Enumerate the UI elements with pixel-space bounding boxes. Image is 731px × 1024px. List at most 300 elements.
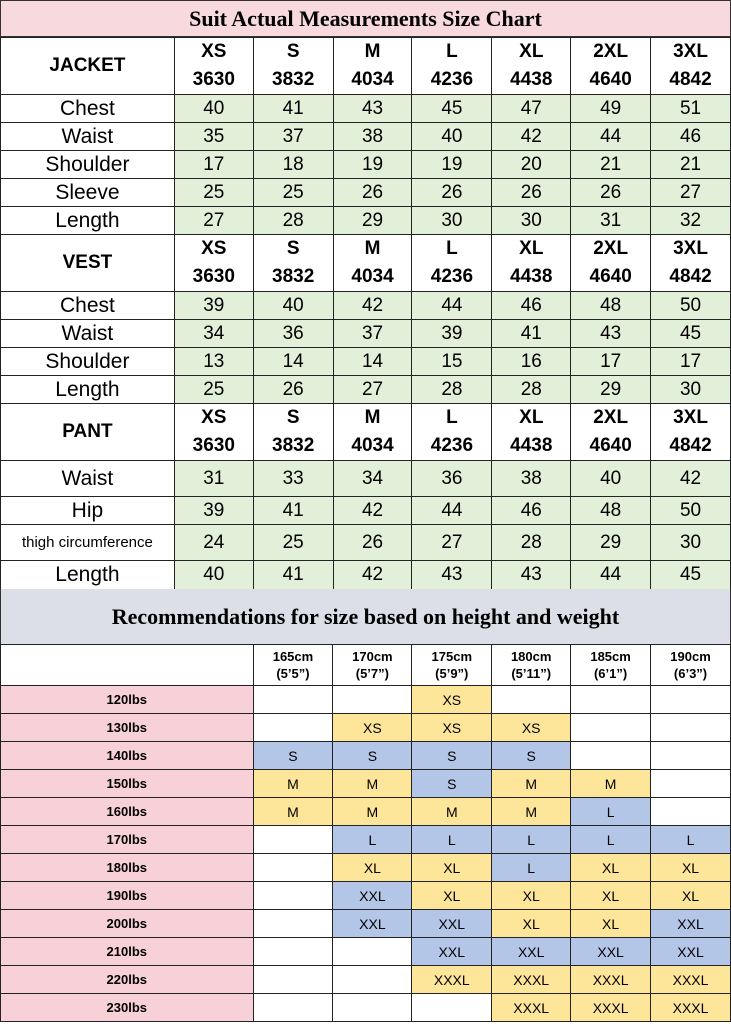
- size-recommendation: XXL: [412, 938, 492, 966]
- measurement-label: Hip: [1, 497, 175, 525]
- measurement-value: 24: [174, 525, 253, 561]
- weight-label: 230lbs: [1, 994, 254, 1022]
- height-ft: (6’3”): [673, 666, 708, 681]
- weight-row: [1, 966, 731, 994]
- size-recommendation: [651, 686, 731, 714]
- size-recommendation: S: [412, 770, 492, 798]
- measurement-row: [1, 207, 731, 235]
- size-header: [333, 404, 412, 461]
- size-recommendation: M: [333, 770, 412, 798]
- size-recommendation: [651, 798, 731, 826]
- size-recommendation: XL: [571, 854, 651, 882]
- size-label: 2XL: [593, 407, 629, 428]
- size-recommendation: M: [253, 770, 333, 798]
- size-recommendation: S: [253, 742, 333, 770]
- size-code: 4842: [669, 69, 712, 90]
- measurement-value: 34: [333, 461, 412, 497]
- weight-label: 130lbs: [1, 714, 254, 742]
- measurement-value: 14: [253, 348, 333, 376]
- size-recommendation: XXXL: [651, 994, 731, 1022]
- size-code: 4034: [351, 266, 394, 287]
- weight-label: 160lbs: [1, 798, 254, 826]
- weight-row: [1, 938, 731, 966]
- size-recommendation: [571, 742, 651, 770]
- weight-label: 210lbs: [1, 938, 254, 966]
- weight-label: 120lbs: [1, 686, 254, 714]
- size-recommendation: [333, 966, 412, 994]
- measurement-value: 41: [253, 497, 333, 525]
- size-label: M: [364, 407, 381, 428]
- size-label: L: [446, 407, 458, 428]
- measurement-value: 30: [651, 525, 731, 561]
- size-recommendation: XS: [412, 714, 492, 742]
- measurement-label: Chest: [1, 292, 175, 320]
- size-recommendation: XXL: [571, 938, 651, 966]
- size-header: [571, 404, 651, 461]
- measurement-label: Shoulder: [1, 151, 175, 179]
- height-header: [253, 645, 333, 686]
- size-label: M: [364, 41, 381, 62]
- weight-label: 140lbs: [1, 742, 254, 770]
- measurement-value: 39: [174, 292, 253, 320]
- measurement-label: Chest: [1, 95, 175, 123]
- size-code: 4438: [510, 266, 553, 287]
- size-code: 4034: [351, 69, 394, 90]
- measurement-value: 26: [333, 179, 412, 207]
- measurement-value: 28: [492, 525, 571, 561]
- size-header: [333, 38, 412, 95]
- measurement-value: 13: [174, 348, 253, 376]
- size-recommendation: XL: [492, 882, 571, 910]
- recommendation-title: Recommendations for size based on height and weight: [0, 589, 731, 644]
- height-ft: (5’7”): [355, 666, 389, 681]
- measurement-value: 46: [492, 292, 571, 320]
- measurement-value: 40: [174, 95, 253, 123]
- size-header: [651, 38, 731, 95]
- measurement-value: 46: [651, 123, 731, 151]
- size-recommendation: [571, 714, 651, 742]
- measurement-value: 17: [651, 348, 731, 376]
- size-recommendation: L: [492, 826, 571, 854]
- weight-label: 220lbs: [1, 966, 254, 994]
- weight-row: [1, 826, 731, 854]
- measurement-label: Sleeve: [1, 179, 175, 207]
- size-recommendation: XXL: [333, 882, 412, 910]
- measurement-value: 17: [571, 348, 651, 376]
- size-recommendation: [253, 686, 333, 714]
- height-cm: 180cm: [510, 649, 552, 664]
- measurement-value: 26: [492, 179, 571, 207]
- measurement-value: 41: [253, 561, 333, 590]
- size-recommendation: XXXL: [571, 994, 651, 1022]
- weight-row: [1, 714, 731, 742]
- weight-label: 180lbs: [1, 854, 254, 882]
- height-cm: 165cm: [272, 649, 314, 664]
- section-name: PANT: [1, 404, 175, 461]
- measurement-value: 19: [412, 151, 492, 179]
- size-recommendation: XS: [333, 714, 412, 742]
- measurement-label: Waist: [1, 320, 175, 348]
- size-recommendation: [333, 994, 412, 1022]
- size-code: 3832: [272, 69, 315, 90]
- size-recommendation: [651, 770, 731, 798]
- measurement-row: [1, 123, 731, 151]
- measurement-row: [1, 497, 731, 525]
- measurement-value: 48: [571, 292, 651, 320]
- size-label: XS: [201, 407, 227, 428]
- measurement-value: 29: [571, 525, 651, 561]
- size-recommendation: [253, 854, 333, 882]
- measurement-value: 15: [412, 348, 492, 376]
- measurement-value: 21: [571, 151, 651, 179]
- measurement-value: 33: [253, 461, 333, 497]
- size-header: [492, 38, 571, 95]
- measurement-value: 41: [253, 95, 333, 123]
- size-recommendation: M: [571, 770, 651, 798]
- measurement-value: 40: [174, 561, 253, 590]
- measurement-value: 30: [412, 207, 492, 235]
- measurement-value: 40: [253, 292, 333, 320]
- size-label: L: [446, 238, 458, 259]
- measurement-value: 44: [412, 292, 492, 320]
- size-recommendation: [253, 966, 333, 994]
- size-recommendation: XXL: [651, 938, 731, 966]
- measurement-value: 39: [174, 497, 253, 525]
- measurement-value: 14: [333, 348, 412, 376]
- size-label: S: [286, 407, 300, 428]
- size-label: XL: [519, 407, 544, 428]
- size-recommendation: M: [253, 798, 333, 826]
- measurement-value: 19: [333, 151, 412, 179]
- measurement-value: 51: [651, 95, 731, 123]
- size-recommendation: [651, 714, 731, 742]
- size-label: S: [286, 238, 300, 259]
- measurement-value: 36: [253, 320, 333, 348]
- size-code: 4640: [589, 435, 632, 456]
- weight-row: [1, 910, 731, 938]
- size-code: 4640: [589, 69, 632, 90]
- size-label: L: [446, 41, 458, 62]
- measurement-value: 43: [571, 320, 651, 348]
- recommendation-table: [0, 644, 731, 1022]
- measurement-value: 40: [571, 461, 651, 497]
- measurement-value: 43: [492, 561, 571, 590]
- measurement-value: 28: [492, 376, 571, 404]
- corner-cell: [1, 645, 254, 686]
- size-header: [174, 38, 253, 95]
- height-header-row: [1, 645, 731, 686]
- measurement-value: 38: [492, 461, 571, 497]
- size-code: 3630: [192, 266, 235, 287]
- measurement-value: 48: [571, 497, 651, 525]
- size-recommendation: M: [333, 798, 412, 826]
- measurement-value: 37: [253, 123, 333, 151]
- chart-title: Suit Actual Measurements Size Chart: [0, 0, 731, 37]
- measurement-value: 20: [492, 151, 571, 179]
- measurement-row: [1, 292, 731, 320]
- measurement-value: 45: [412, 95, 492, 123]
- measurement-row: [1, 348, 731, 376]
- measurement-value: 43: [333, 95, 412, 123]
- size-recommendation: XL: [571, 882, 651, 910]
- measurement-value: 40: [412, 123, 492, 151]
- section-header-row: [1, 235, 731, 292]
- measurement-value: 42: [333, 561, 412, 590]
- measurement-value: 44: [571, 561, 651, 590]
- size-recommendation: XXXL: [651, 966, 731, 994]
- size-label: S: [286, 41, 300, 62]
- height-cm: 190cm: [670, 649, 711, 664]
- measurement-value: 26: [333, 525, 412, 561]
- size-recommendation: XL: [571, 910, 651, 938]
- weight-label: 200lbs: [1, 910, 254, 938]
- size-recommendation: XL: [333, 854, 412, 882]
- size-recommendation: XXXL: [412, 966, 492, 994]
- height-header: [492, 645, 571, 686]
- measurement-value: 27: [651, 179, 731, 207]
- size-code: 3630: [192, 69, 235, 90]
- size-recommendation: [253, 826, 333, 854]
- measurement-value: 50: [651, 497, 731, 525]
- size-header: [492, 235, 571, 292]
- measurements-table: [0, 37, 731, 590]
- measurement-row: [1, 525, 731, 561]
- size-recommendation: L: [571, 798, 651, 826]
- measurement-row: [1, 151, 731, 179]
- section-name: VEST: [1, 235, 175, 292]
- measurement-value: 25: [253, 525, 333, 561]
- height-ft: (5’5”): [276, 666, 310, 681]
- size-recommendation: [253, 910, 333, 938]
- measurement-value: 49: [571, 95, 651, 123]
- measurement-value: 44: [412, 497, 492, 525]
- size-label: XL: [519, 238, 544, 259]
- size-recommendation: XXXL: [492, 994, 571, 1022]
- measurement-value: 42: [333, 497, 412, 525]
- size-header: [651, 404, 731, 461]
- measurement-value: 30: [651, 376, 731, 404]
- weight-label: 190lbs: [1, 882, 254, 910]
- measurement-row: [1, 95, 731, 123]
- measurement-value: 36: [412, 461, 492, 497]
- size-recommendation: [253, 938, 333, 966]
- size-recommendation: [412, 994, 492, 1022]
- size-label: 3XL: [673, 238, 708, 259]
- measurement-value: 27: [333, 376, 412, 404]
- measurement-value: 43: [412, 561, 492, 590]
- size-label: 3XL: [673, 41, 708, 62]
- size-recommendation: S: [333, 742, 412, 770]
- measurement-row: [1, 461, 731, 497]
- size-recommendation: XL: [412, 854, 492, 882]
- measurement-value: 16: [492, 348, 571, 376]
- size-recommendation: L: [651, 826, 731, 854]
- measurement-value: 31: [571, 207, 651, 235]
- measurement-row: [1, 376, 731, 404]
- measurement-value: 21: [651, 151, 731, 179]
- size-header: [412, 38, 492, 95]
- weight-row: [1, 882, 731, 910]
- size-recommendation: [253, 882, 333, 910]
- size-code: 4236: [430, 435, 474, 456]
- measurement-value: 38: [333, 123, 412, 151]
- size-recommendation: XL: [412, 882, 492, 910]
- measurement-value: 45: [651, 320, 731, 348]
- measurement-value: 39: [412, 320, 492, 348]
- size-header: [253, 235, 333, 292]
- size-code: 4438: [510, 69, 553, 90]
- measurement-value: 26: [253, 376, 333, 404]
- size-code: 4842: [669, 266, 712, 287]
- size-label: XS: [201, 41, 227, 62]
- size-recommendation: [571, 686, 651, 714]
- weight-row: [1, 798, 731, 826]
- measurement-label: Length: [1, 376, 175, 404]
- size-code: 4236: [430, 69, 474, 90]
- measurement-value: 18: [253, 151, 333, 179]
- size-recommendation: XXL: [492, 938, 571, 966]
- weight-row: [1, 770, 731, 798]
- size-recommendation: [253, 994, 333, 1022]
- measurement-value: 42: [333, 292, 412, 320]
- measurement-value: 27: [412, 525, 492, 561]
- size-recommendation: [253, 714, 333, 742]
- measurement-value: 30: [492, 207, 571, 235]
- measurement-value: 34: [174, 320, 253, 348]
- weight-row: [1, 994, 731, 1022]
- size-recommendation: [333, 938, 412, 966]
- measurement-value: 26: [412, 179, 492, 207]
- size-header: [412, 235, 492, 292]
- size-code: 3832: [272, 435, 315, 456]
- height-cm: 175cm: [431, 649, 473, 664]
- size-recommendation: S: [492, 742, 571, 770]
- measurement-label: Length: [1, 561, 175, 590]
- measurement-value: 32: [651, 207, 731, 235]
- size-label: M: [364, 238, 381, 259]
- measurement-value: 17: [174, 151, 253, 179]
- size-header: [174, 404, 253, 461]
- measurement-value: 27: [174, 207, 253, 235]
- measurement-label: Length: [1, 207, 175, 235]
- weight-row: [1, 742, 731, 770]
- size-label: XL: [519, 41, 544, 62]
- size-header: [412, 404, 492, 461]
- measurement-value: 31: [174, 461, 253, 497]
- measurement-value: 50: [651, 292, 731, 320]
- size-recommendation: XS: [492, 714, 571, 742]
- measurement-value: 41: [492, 320, 571, 348]
- size-recommendation: [651, 742, 731, 770]
- size-recommendation: XL: [492, 910, 571, 938]
- measurement-value: 46: [492, 497, 571, 525]
- height-ft: (5’11”): [511, 666, 552, 681]
- size-recommendation: XXXL: [492, 966, 571, 994]
- measurement-value: 28: [412, 376, 492, 404]
- measurement-label: thigh circumference: [1, 525, 175, 561]
- measurement-label: Waist: [1, 461, 175, 497]
- weight-label: 170lbs: [1, 826, 254, 854]
- measurement-row: [1, 179, 731, 207]
- measurement-value: 47: [492, 95, 571, 123]
- section-header-row: [1, 38, 731, 95]
- measurement-value: 26: [571, 179, 651, 207]
- size-recommendation: S: [412, 742, 492, 770]
- height-ft: (5’9”): [435, 666, 469, 681]
- measurement-value: 35: [174, 123, 253, 151]
- measurement-value: 45: [651, 561, 731, 590]
- measurement-row: [1, 561, 731, 590]
- weight-row: [1, 686, 731, 714]
- weight-label: 150lbs: [1, 770, 254, 798]
- height-cm: 185cm: [590, 649, 631, 664]
- size-code: 4438: [510, 435, 553, 456]
- size-header: [333, 235, 412, 292]
- height-header: [412, 645, 492, 686]
- height-header: [333, 645, 412, 686]
- measurement-label: Waist: [1, 123, 175, 151]
- measurement-value: 25: [174, 376, 253, 404]
- measurement-value: 29: [333, 207, 412, 235]
- size-code: 4640: [589, 266, 632, 287]
- size-recommendation: M: [492, 798, 571, 826]
- size-recommendation: M: [492, 770, 571, 798]
- size-recommendation: L: [333, 826, 412, 854]
- size-header: [253, 404, 333, 461]
- size-label: 2XL: [593, 238, 629, 259]
- weight-row: [1, 854, 731, 882]
- size-recommendation: XL: [651, 882, 731, 910]
- measurement-value: 42: [492, 123, 571, 151]
- size-recommendation: M: [412, 798, 492, 826]
- size-recommendation: L: [492, 854, 571, 882]
- size-recommendation: XXL: [412, 910, 492, 938]
- size-recommendation: XXL: [333, 910, 412, 938]
- size-header: [571, 235, 651, 292]
- size-label: XS: [201, 238, 227, 259]
- height-cm: 170cm: [352, 649, 393, 664]
- measurement-value: 25: [174, 179, 253, 207]
- size-recommendation: XXL: [651, 910, 731, 938]
- measurement-value: 29: [571, 376, 651, 404]
- measurement-value: 44: [571, 123, 651, 151]
- height-header: [651, 645, 731, 686]
- height-ft: (6’1”): [593, 666, 628, 681]
- section-header-row: [1, 404, 731, 461]
- measurement-value: 28: [253, 207, 333, 235]
- measurement-label: Shoulder: [1, 348, 175, 376]
- size-recommendation: L: [412, 826, 492, 854]
- size-label: 2XL: [593, 41, 629, 62]
- size-code: 3832: [272, 266, 315, 287]
- size-header: [174, 235, 253, 292]
- size-code: 4034: [351, 435, 394, 456]
- size-header: [253, 38, 333, 95]
- size-recommendation: [492, 686, 571, 714]
- measurement-value: 42: [651, 461, 731, 497]
- size-recommendation: L: [571, 826, 651, 854]
- size-recommendation: XS: [412, 686, 492, 714]
- section-name: JACKET: [1, 38, 175, 95]
- size-recommendation: XL: [651, 854, 731, 882]
- measurement-value: 25: [253, 179, 333, 207]
- height-header: [571, 645, 651, 686]
- size-code: 4236: [430, 266, 474, 287]
- size-header: [492, 404, 571, 461]
- size-code: 4842: [669, 435, 712, 456]
- size-header: [571, 38, 651, 95]
- measurement-value: 37: [333, 320, 412, 348]
